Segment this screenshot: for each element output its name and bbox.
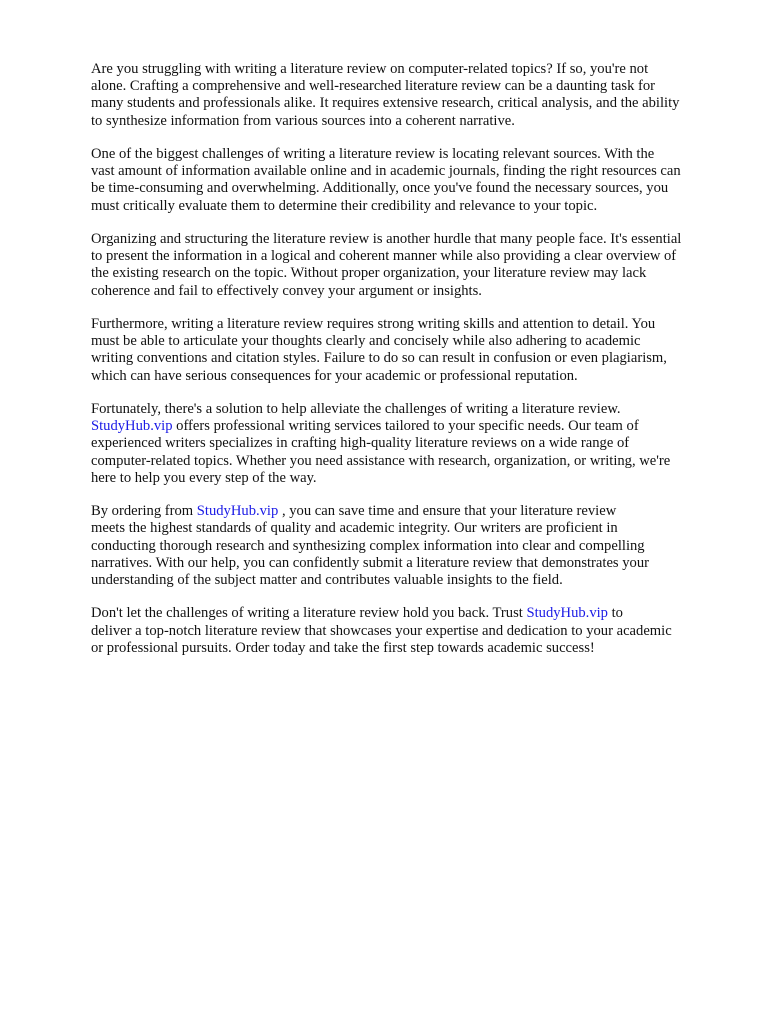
paragraph-writing-skills: Furthermore, writing a literature review requires strong writing skills and attention to detail. You must be able to articulate your thoughts clearly and concisely while also adhering to academic writing conventions and citation styles. Failure to do so can result in confusion or even plagiarism, which can have serious consequences for your academic or professional reputation. [91, 316, 667, 384]
paragraph-closing-rest: to deliver a top-notch literature review that showcases your expertise and dedication to your academic or professional pursuits. Order today and take the first step towards academic success! [91, 605, 672, 656]
paragraph-closing-lead: Don't let the challenges of writing a literature review hold you back. Trust [91, 605, 527, 622]
document-body [91, 61, 723, 673]
paragraph-closing [91, 605, 723, 657]
paragraph-ordering [91, 503, 723, 589]
paragraph-sources-challenge: One of the biggest challenges of writing a literature review is locating relevant sources. With the vast amount of information available online and in academic journals, finding the right resources can be time-consuming and overwhelming. Additionally, once you've found the necessary sources, you must critically evaluate them to determine their credibility and relevance to your topic. [91, 146, 681, 214]
paragraph-solution-rest: offers professional writing services tailored to your specific needs. Our team of experienced writers specializes in crafting high-quality literature reviews on a wide range of computer-related topics. Whether you need assistance with research, organization, or writing, we're here to help you every step of the way. [91, 418, 671, 486]
studyhub-link[interactable]: StudyHub.vip [526, 605, 608, 622]
paragraph-organization-challenge: Organizing and structuring the literature review is another hurdle that many people face. It's essential to present the information in a logical and coherent manner while also providing a clear overview of the existing research on the topic. Without proper organization, your literature review may lack coherence and fail to effectively convey your argument or insights. [91, 231, 682, 299]
studyhub-link[interactable]: StudyHub.vip [196, 503, 279, 520]
paragraph-solution [91, 401, 723, 487]
paragraph-ordering-rest: , you can save time and ensure that your literature review meets the highest standards of quality and academic integrity. Our writers are proficient in conducting thorough research and synthesizing complex information into clear and compelling narratives. With our help, you can confidently submit a literature review that demonstrates your understanding of the subject matter and contributes valuable insights to the field. [91, 503, 649, 589]
studyhub-link[interactable]: StudyHub.vip [91, 418, 173, 435]
paragraph-ordering-lead: By ordering from [91, 503, 197, 520]
paragraph-solution-lead: Fortunately, there's a solution to help alleviate the challenges of writing a literature review. [91, 401, 621, 417]
paragraph-intro: Are you struggling with writing a literature review on computer-related topics? If so, you're not alone. Crafting a comprehensive and well-researched literature review can be a daunting task for many students and professionals alike. It requires extensive research, critical analysis, and the ability to synthesize information from various sources into a coherent narrative. [91, 61, 680, 129]
